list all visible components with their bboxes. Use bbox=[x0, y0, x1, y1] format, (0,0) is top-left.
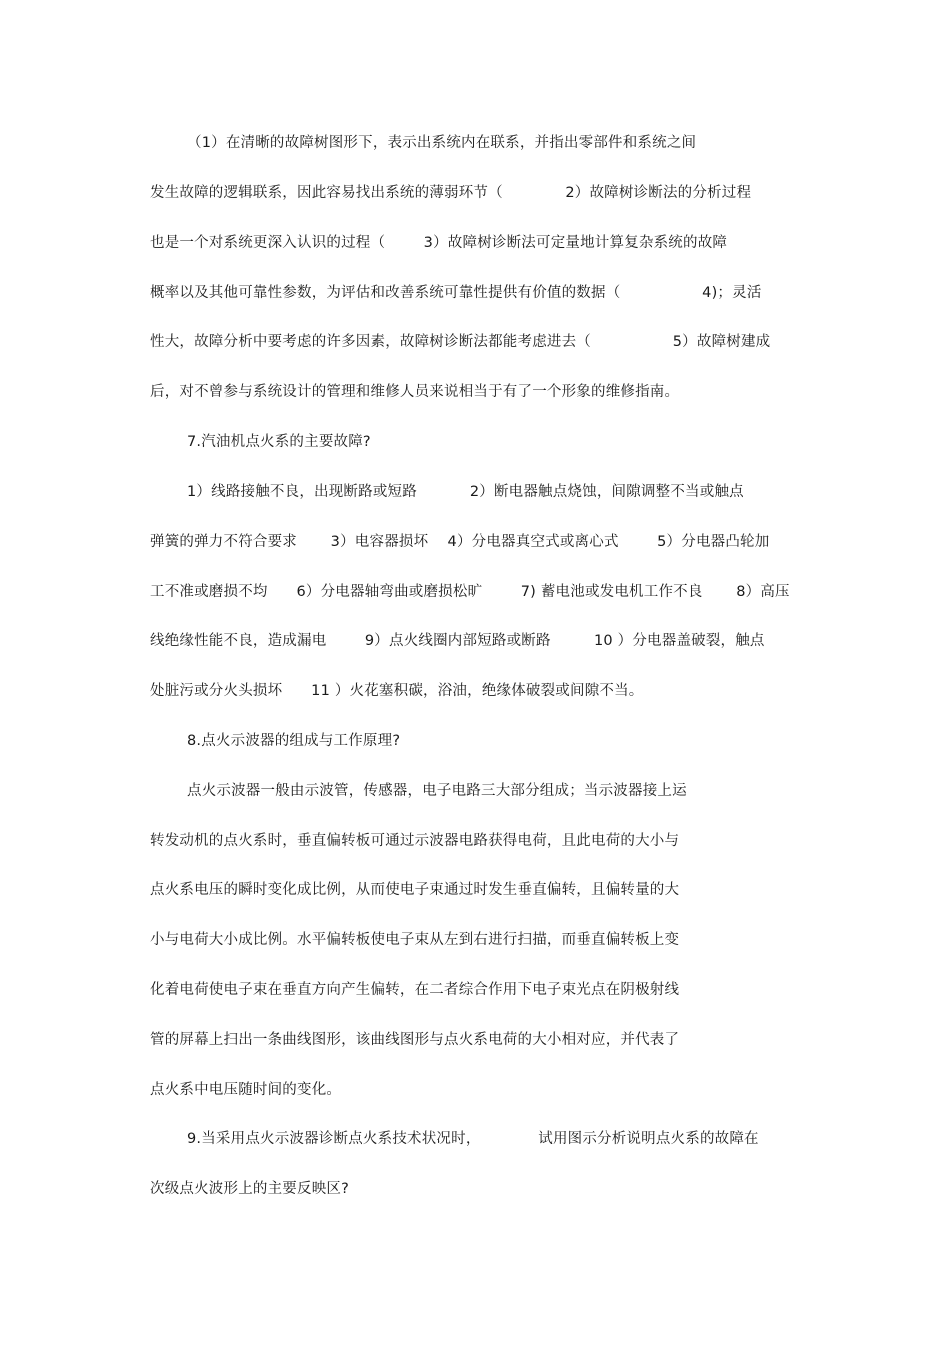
question-heading: 9.当采用点火示波器诊断点火系技术状况时， 试用图示分析说明点火系的故障在 bbox=[187, 1131, 759, 1147]
paragraph-line: 化着电荷使电子束在垂直方向产生偏转，在二者综合作用下电子束光点在阴极射线 bbox=[150, 982, 680, 998]
paragraph-line: 小与电荷大小成比例。水平偏转板使电子束从左到右进行扫描，而垂直偏转板上变 bbox=[150, 932, 680, 948]
paragraph-line: 线绝缘性能不良，造成漏电 9）点火线圈内部短路或断路 10 ）分电器盖破裂，触点 bbox=[150, 633, 765, 649]
question-heading: 7.汽油机点火系的主要故障? bbox=[187, 434, 371, 450]
paragraph-line: （1）在清晰的故障树图形下，表示出系统内在联系，并指出零部件和系统之间 bbox=[187, 135, 697, 151]
paragraph-line: 也是一个对系统更深入认识的过程（ 3）故障树诊断法可定量地计算复杂系统的故障 bbox=[150, 235, 728, 251]
paragraph-line: 次级点火波形上的主要反映区? bbox=[150, 1181, 349, 1197]
paragraph-line: 概率以及其他可靠性参数，为评估和改善系统可靠性提供有价值的数据（ 4)；灵活 bbox=[150, 285, 762, 301]
paragraph-line: 管的屏幕上扫出一条曲线图形，该曲线图形与点火系电荷的大小相对应，并代表了 bbox=[150, 1032, 680, 1048]
paragraph-line: 弹簧的弹力不符合要求 3）电容器损坏 4）分电器真空式或离心式 5）分电器凸轮加 bbox=[150, 534, 770, 550]
paragraph-line: 处脏污或分火头损坏 11 ）火花塞积碳，浴油，绝缘体破裂或间隙不当。 bbox=[150, 683, 644, 699]
paragraph-line: 点火系中电压随时间的变化。 bbox=[150, 1082, 342, 1098]
paragraph-line: 点火示波器一般由示波管，传感器，电子电路三大部分组成；当示波器接上运 bbox=[187, 783, 687, 799]
paragraph-line: 转发动机的点火系时，垂直偏转板可通过示波器电路获得电荷，且此电荷的大小与 bbox=[150, 833, 680, 849]
paragraph-line: 点火系电压的瞬时变化成比例，从而使电子束通过时发生垂直偏转，且偏转量的大 bbox=[150, 882, 680, 898]
paragraph-line: 工不准或磨损不均 6）分电器轴弯曲或磨损松旷 7) 蓄电池或发电机工作不良 8）高压 bbox=[150, 584, 790, 600]
question-heading: 8.点火示波器的组成与工作原理? bbox=[187, 733, 401, 749]
paragraph-line: 后，对不曾参与系统设计的管理和维修人员来说相当于有了一个形象的维修指南。 bbox=[150, 384, 680, 400]
paragraph-line: 1）线路接触不良，出现断路或短路 2）断电器触点烧蚀，间隙调整不当或触点 bbox=[187, 484, 744, 500]
paragraph-line: 发生故障的逻辑联系，因此容易找出系统的薄弱环节（ 2）故障树诊断法的分析过程 bbox=[150, 185, 752, 201]
paragraph-line: 性大，故障分析中要考虑的许多因素，故障树诊断法都能考虑进去（ 5）故障树建成 bbox=[150, 334, 771, 350]
